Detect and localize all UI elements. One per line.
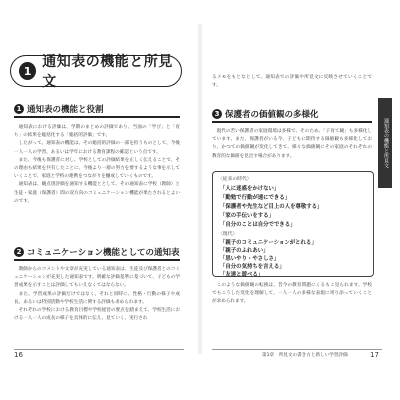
box-caption-present: 〈現代〉 <box>218 232 238 237</box>
box-item: 「家の手伝いをする」 <box>220 213 274 219</box>
box-item: 「人に迷惑をかけない」 <box>220 186 280 192</box>
section-title: コミュニケーション機能としての通知表 <box>27 247 180 258</box>
paragraph: 通知表における評価は、学期のまとめの評価であり、当面の「学び」と「育ち」の結果を総括化する「総括的評価」です。 <box>14 125 180 139</box>
closing-text <box>212 282 372 307</box>
running-footer: 第1章 所見文の書き方と新しい学習評価 <box>262 353 348 358</box>
chapter-title: 通知表の機能と所見文 <box>42 54 173 90</box>
paragraph: それぞれの学校における教育目標や学校経営の要点を踏まえて、学校生活における一人一人の成長の様子を具体的に伝え、見ていく、実行され <box>14 308 180 322</box>
paragraph: したがって、通知表の機能は、その総括的評価の一部を担うものとして、今後一人一人の学習、あるいは学年における教育課程の確認という点です。 <box>14 141 180 155</box>
section-3-body <box>212 128 372 161</box>
chapter-number: 1 <box>19 62 36 80</box>
paragraph: また、学習成果の評価だけではなく、それと同時に、性格・行動の様子や成長、あるいは特別活動や学校生活に関する評価も求められます。 <box>14 291 180 305</box>
section-title: 保護者の価値観の多様化 <box>225 109 319 120</box>
box-item: 「友達と遊べる」 <box>220 272 264 278</box>
paragraph: このような価値観の転換は、昔今の教育問題にくるもこ見られます。学校でもこうした変化を理解して、一人一人の多様な表現に寄り添っていくことが求められます。 <box>212 283 372 305</box>
section-number: 1 <box>14 104 24 114</box>
section-rule <box>14 259 180 261</box>
section-2-body <box>14 266 180 323</box>
section-1-body <box>14 124 180 206</box>
section-number: 2 <box>14 247 24 257</box>
book-spine <box>198 24 202 354</box>
box-item: 「思いやり・やさしさ」 <box>220 256 280 262</box>
box-item: 「自分のことは自分でできる」 <box>220 222 296 228</box>
page-number-left: 16 <box>14 351 23 359</box>
box-item: 「親子のふれあい」 <box>220 248 269 254</box>
section-heading-3 <box>212 107 319 120</box>
box-caption-past: 〈従来の時代〉 <box>218 177 252 182</box>
box-item: 「保護者や先生など目上の人を尊敬する」 <box>220 204 323 210</box>
footer-rule <box>14 349 184 350</box>
section-rule <box>14 116 180 118</box>
section-title: 通知表の機能と役割 <box>27 104 104 115</box>
page-number-right: 17 <box>370 351 379 359</box>
continuation-text <box>212 74 372 90</box>
side-tab-label: 通知表の機能と所見文 <box>383 118 389 168</box>
paragraph: また、今後も保護者に対し、学校としての評価結果を正しく伝えることで、その理由も結果を共有したことに、今後より一層の努力を要するような事を示していくことで、家庭と学校の連携をつながりを醸成していくものです。 <box>14 157 180 180</box>
paragraph: 教師からのコメントや文章が充実している通知表は、生徒及び保護者とのコミュニケーションが充実した通知表です。明確な評価基準に基づいて、子どもの学習成果を示すことは評価してもいえなくてはならない。 <box>14 267 180 289</box>
section-heading-2 <box>14 245 180 258</box>
box-item: 「親子のコミュニケーションがとれる」 <box>220 240 317 246</box>
section-heading-1 <box>14 102 104 115</box>
box-item: 「勤勉で行動が速にできる」 <box>220 195 291 201</box>
section-rule <box>212 121 372 123</box>
box-item: 「自分の気持ちを言える」 <box>220 264 285 270</box>
paragraph: 通知表は、観点別評価を通知する機能ととして、その通知表に学校（教師）と生徒・家庭（保護者）間の双方向のコミュニケーション機能が果たされるとよいのです。 <box>14 182 180 204</box>
footer-rule <box>212 349 382 350</box>
paragraph: 現代の若い保護者の家庭環境は多様で、そのため、「子育て観」も多様化しています。また、保護者がいる今、子どもに期待する価値観も多様化しており、かつての価値観が変化してきて、様々な価値観にその家庭のそれぞれの教育的な価値を見出す場合があります。 <box>212 129 372 159</box>
chapter-heading <box>10 54 182 90</box>
paragraph: るメモをもとなとして、通知表での評価や所見文に反映させていくことです。 <box>212 75 372 89</box>
section-number: 3 <box>212 109 222 119</box>
